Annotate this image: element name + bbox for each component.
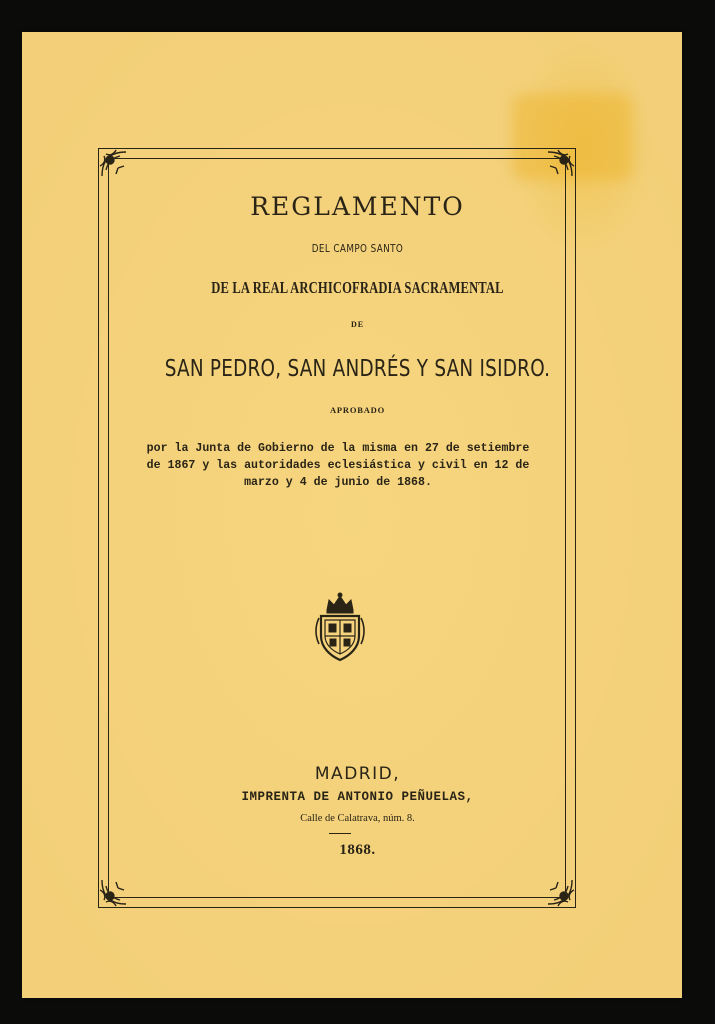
connector-word: DE [350, 320, 365, 329]
border-frame-inner [108, 158, 566, 898]
approval-line: por la Junta de Gobierno de la misma en 27 de setiembre [146, 442, 530, 455]
printer-name: IMPRENTA DE ANTONIO PEÑUELAS, [241, 790, 474, 804]
coat-of-arms-icon [313, 592, 367, 662]
approval-line: marzo y 4 de junio de 1868. [244, 476, 432, 489]
approval-line: de 1867 y las autoridades eclesiástica y civil en 12 de [146, 459, 530, 472]
saints-names: SAN PEDRO, SAN ANDRÉS Y SAN ISIDRO. [164, 356, 551, 382]
city: MADRID, [314, 764, 401, 784]
approval-text [128, 440, 548, 491]
corner-ornament-icon [96, 862, 144, 910]
corner-ornament-icon [530, 862, 578, 910]
corner-ornament-icon [530, 146, 578, 194]
corner-ornament-icon [96, 146, 144, 194]
divider [329, 833, 351, 834]
approved-label: APROBADO [329, 405, 386, 415]
confraternity-name: DE LA REAL ARCHICOFRADIA SACRAMENTAL [211, 278, 504, 297]
document-title: REGLAMENTO [250, 192, 465, 221]
publication-year: 1868. [339, 842, 376, 858]
document-subtitle: DEL CAMPO SANTO [311, 242, 404, 255]
printer-address: Calle de Calatrava, núm. 8. [300, 813, 415, 824]
